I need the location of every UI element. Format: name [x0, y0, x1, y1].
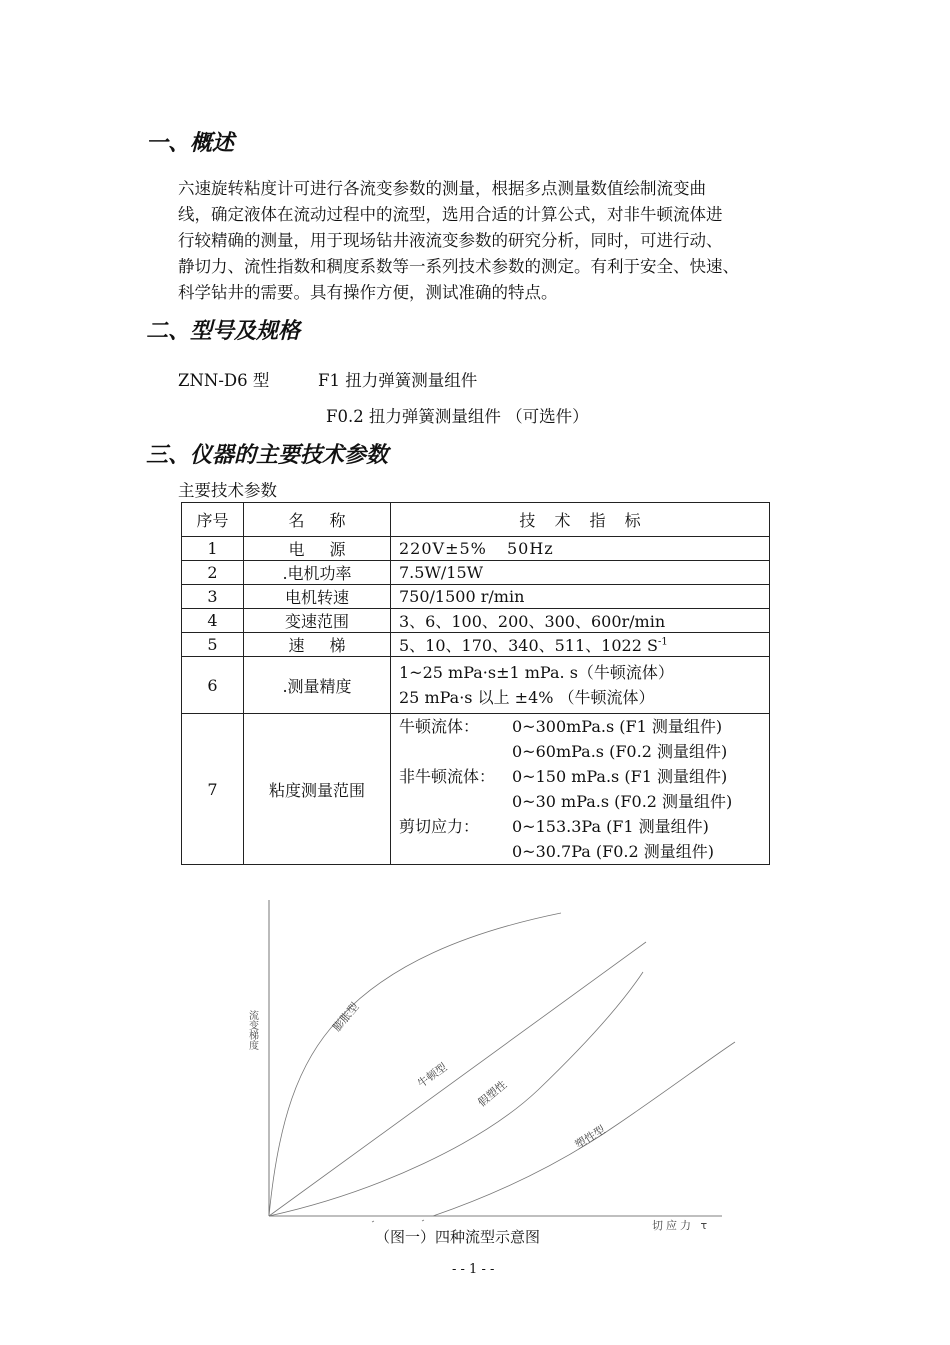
section-title-specs: 三、仪器的主要技术参数 [146, 442, 389, 468]
overview-line: 科学钻井的需要。具有操作方便，测试准确的特点。 [178, 283, 558, 302]
viscosity-range-value: 0~60mPa.s (F0.2 测量组件) [512, 742, 728, 761]
row-name: .电机功率 [244, 561, 391, 585]
label-pseudoplastic: 假塑性 [475, 1078, 510, 1110]
viscosity-range-value: 0~153.3Pa (F1 测量组件) [512, 817, 709, 836]
row-value: 220V±5% 50Hz [391, 537, 770, 561]
row-name: 电机转速 [244, 585, 391, 609]
curve-newtonian [269, 942, 646, 1216]
row-value-line: 25 mPa·s 以上 ±4% （牛顿流体） [399, 688, 655, 707]
row-no: 6 [182, 657, 244, 714]
label-newtonian: 牛顿型 [415, 1060, 450, 1091]
figure-caption: （图一）四种流型示意图 [375, 1228, 541, 1246]
row-value-line: 1~25 mPa·s±1 mPa. s（牛顿流体） [399, 663, 674, 682]
viscosity-range-line [399, 789, 761, 814]
label-plastic: 塑性型 [572, 1123, 608, 1152]
row-name: 电 源 [244, 537, 391, 561]
table-row [182, 585, 770, 609]
flow-type-diagram [238, 892, 738, 1232]
viscosity-range-label: 剪切应力： [399, 817, 480, 836]
viscosity-range-line [399, 764, 761, 789]
overview-line: 线，确定液体在流动过程中的流型，选用合适的计算公式，对非牛顿流体进 [178, 205, 723, 224]
viscosity-range-label: 牛顿流体： [399, 717, 480, 736]
row-no: 3 [182, 585, 244, 609]
section-title-model: 二、型号及规格 [146, 318, 301, 344]
viscosity-range-line [399, 714, 761, 739]
viscosity-range-value: 0~30.7Pa (F0.2 测量组件) [512, 842, 715, 861]
curve-dilatant [269, 913, 561, 1216]
viscosity-range-value: 0~150 mPa.s (F1 测量组件) [512, 767, 728, 786]
row-no: 5 [182, 633, 244, 657]
x-axis-label: 切应力 τ [652, 1219, 711, 1232]
table-row [182, 561, 770, 585]
label-dilatant: 膨胀型 [330, 1000, 362, 1034]
overview-paragraph [178, 176, 818, 306]
table-row [182, 537, 770, 561]
spec-table [181, 502, 770, 865]
table-row [182, 609, 770, 633]
table-row [182, 633, 770, 657]
model-component-f02: F0.2 扭力弹簧测量组件 （可选件） [326, 407, 589, 426]
viscosity-range-line [399, 739, 761, 764]
row-value: 7.5W/15W [391, 561, 770, 585]
page-number: - - 1 - - [452, 1262, 495, 1277]
row-no: 1 [182, 537, 244, 561]
row-name: 变速范围 [244, 609, 391, 633]
header-spec: 技 术 指 标 [391, 503, 770, 537]
table-caption: 主要技术参数 [178, 481, 277, 500]
row-value [391, 657, 770, 714]
curve-plastic [433, 1042, 735, 1216]
overview-line: 六速旋转粘度计可进行各流变参数的测量，根据多点测量数值绘制流变曲 [178, 179, 706, 198]
row-value [391, 714, 770, 865]
header-name: 名 称 [244, 503, 391, 537]
viscosity-range-value: 0~30 mPa.s (F0.2 测量组件) [512, 792, 733, 811]
model-component-f1: F1 扭力弹簧测量组件 [318, 371, 478, 390]
model-name: ZNN-D6 型 [178, 371, 270, 390]
row-value: 750/1500 r/min [391, 585, 770, 609]
header-no: 序号 [182, 503, 244, 537]
overview-line: 静切力、流性指数和稠度系数等一系列技术参数的测定。有利于安全、快速、 [178, 257, 739, 276]
curve-pseudoplastic [269, 972, 643, 1216]
row-value-exponent: -1 [657, 636, 668, 648]
viscosity-range-line [399, 814, 761, 839]
table-row [182, 714, 770, 865]
row-value: 3、6、100、200、300、600r/min [391, 609, 770, 633]
tick-mark [372, 1221, 374, 1222]
row-no: 2 [182, 561, 244, 585]
table-header-row [182, 503, 770, 537]
overview-line: 行较精确的测量，用于现场钻井液流变参数的研究分析，同时，可进行动、 [178, 231, 723, 250]
row-no: 4 [182, 609, 244, 633]
y-axis-label: 流变梯度 [246, 1010, 258, 1050]
table-row [182, 657, 770, 714]
row-no: 7 [182, 714, 244, 865]
viscosity-range-line [399, 839, 761, 864]
row-value-text: 5、10、170、340、511、1022 S [399, 636, 658, 655]
row-value [391, 633, 770, 657]
viscosity-range-label: 非牛顿流体： [399, 767, 496, 786]
row-name: 速 梯 [244, 633, 391, 657]
tick-mark [422, 1220, 424, 1221]
row-name: 粘度测量范围 [244, 714, 391, 865]
section-title-overview: 一、概述 [146, 130, 235, 156]
viscosity-range-value: 0~300mPa.s (F1 测量组件) [512, 717, 723, 736]
row-name: .测量精度 [244, 657, 391, 714]
